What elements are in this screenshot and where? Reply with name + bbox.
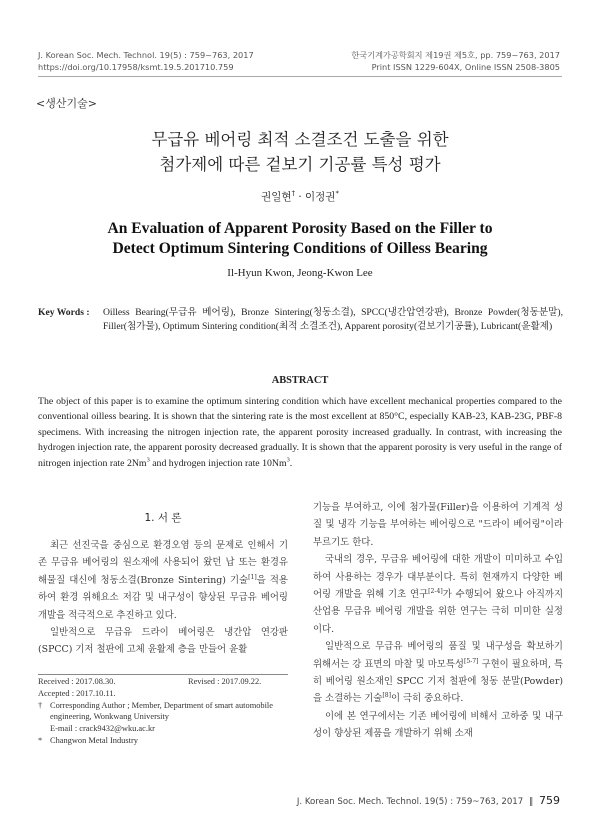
intro-p1-text-b: 을 적용하여 환경 위해요소 저감 및 내구성이 향상된 무급유 베어링 개발을 적극적으로 추진하고 있다. (38, 574, 288, 621)
corresponding-footnote-mark: † (38, 701, 43, 710)
revised-date: Revised : 2017.09.22. (188, 677, 262, 686)
intro-p4-text-b: 구현이 필요하며, 특히 베어링 원소재인 SPCC 기저 철판에 청동 분말(Powder)을 소결하는 기술 (313, 658, 563, 705)
title-english-line2: Detect Optimum Sintering Conditions of Oilless Bearing (112, 240, 488, 257)
footer-separator: ‖ (528, 797, 534, 807)
accepted-date: Accepted : 2017.10.11. (38, 689, 116, 698)
abstract-text-2: and hydrogen injection rate 10Nm (149, 457, 287, 469)
abstract-heading: ABSTRACT (271, 375, 329, 386)
intro-paragraph-2: 일반적으로 무급유 드라이 베어링은 냉간압 연강판(SPCC) 기저 철판에 고체 윤활제 층을 만들어 윤활 (38, 627, 288, 656)
authors-korean (0, 189, 600, 204)
page-number: 759 (539, 794, 560, 807)
affiliation-footnote-mark: * (38, 736, 43, 745)
doi-link[interactable]: https://doi.org/10.17958/ksmt.19.5.201710.759 (38, 62, 234, 72)
issn-info: Print ISSN 1229-604X, Online ISSN 2508-3805 (371, 62, 560, 72)
intro-paragraph-5: 이에 본 연구에서는 기존 베어링에 비해서 고하중 및 내구성이 향상된 제품을 개발하기 위해 소재 (313, 710, 563, 740)
unit-superscript-1: 3 (146, 456, 150, 464)
intro-p3-text-b: 가 수행되어 왔으나 아직까지 산업용 무급유 베어링 개발을 위한 연구는 극히 미미한 실정이다. (313, 589, 563, 635)
corresponding-author-note: Corresponding Author ; Member, Department of smart automobile engineering, Wonkwang University (50, 701, 273, 722)
right-column (313, 499, 563, 743)
title-korean-line2: 첨가제에 따른 겉보기 기공률 특성 평가 (159, 155, 441, 174)
corresponding-email[interactable]: E-mail : crack9432@wku.ac.kr (50, 724, 155, 733)
citation-5-7: [5-7] (463, 657, 479, 665)
footnote-rule (38, 674, 288, 675)
header-rule (38, 76, 562, 77)
category-label: <생산기술> (36, 97, 97, 110)
intro-paragraph-1 (38, 537, 288, 624)
author-name-1: 권일현 (261, 191, 292, 203)
title-korean-line1: 무급유 베어링 최적 소결조건 도출을 위한 (151, 130, 449, 149)
citation-2-4: [2-4] (428, 587, 443, 595)
intro-p4-text-a: 일반적으로 무급유 베어링의 품질 및 내구성을 확보하기 위해서는 강 표면의 마찰 및 마모특성 (313, 641, 563, 670)
corresponding-mark: † (291, 189, 295, 198)
citation-8: [8] (382, 692, 391, 700)
received-date: Received : 2017.08.30. (38, 677, 116, 686)
title-english-line1: An Evaluation of Apparent Porosity Based on the Filler to (107, 220, 493, 237)
abstract-text-3: . (289, 457, 293, 469)
affiliation-mark: * (335, 189, 339, 198)
intro-p1-text-a: 최근 선진국을 중심으로 환경오염 등의 문제로 인해서 기존 무급유 베어링의 원소재에 사용되어 왔던 납 또는 환경유해물질 대신에 청동소결(Bronze Sintering) 기술 (38, 540, 288, 586)
author-name-2: 이정권 (305, 191, 336, 203)
footer-citation: J. Korean Soc. Mech. Technol. 19(5) : 759~763, 2017 (296, 797, 524, 807)
keywords-list: Oilless Bearing(무급유 베어링), Bronze Sintering(청동소결), SPCC(냉간압연강판), Bronze Powder(청동분말), Filler(첨가물), Optimum Sintering condition(최적 소결조건), Apparent porosity(겉보기기공률), Lubricant(윤활제) (103, 307, 563, 332)
intro-paragraph-4 (313, 638, 563, 708)
intro-p4-text-c: 이 극히 중요하다. (391, 693, 464, 705)
affiliation-note: Changwon Metal Industry (50, 736, 138, 745)
unit-superscript-2: 3 (286, 456, 290, 464)
journal-citation-korean: 한국기계가공학회지 제19권 제5호, pp. 759~763, 2017 (351, 50, 560, 60)
intro-paragraph-2-continued: 기능을 부여하고, 이에 첨가물(Filler)을 이용하여 기계적 성질 및 냉각 기능을 부여하는 베어링으로 "드라이 베어링"이라 부르기도 한다. (313, 502, 563, 548)
intro-paragraph-3 (313, 551, 563, 638)
author-separator: · (294, 191, 305, 203)
section-heading-introduction: 1. 서 론 (144, 512, 182, 524)
keywords-label: Key Words : (38, 307, 90, 318)
abstract-body (38, 394, 562, 471)
abstract-text-1: The object of this paper is to examine the optimum sintering condition which have excellent mechanical properties compared to the conventional oilless bearing. It is shown that the sintering rate is the most excellent at 850°C, especially KAB-23, KAB-23G, PBF-8 specimens. With increasing the nitrogen injection rate, the apparent porosity increased gradually. In contrast, with increasing the hydrogen injection rate, the apparent porosity decreased gradually. It is shown that the apparent porosity is very useful in the range of nitrogen injection rate 2Nm (38, 396, 562, 469)
authors-english: Il-Hyun Kwon, Jeong-Kwon Lee (227, 267, 373, 279)
left-column (38, 537, 288, 659)
journal-citation: J. Korean Soc. Mech. Technol. 19(5) : 759~763, 2017 (38, 50, 254, 60)
page-footer (297, 794, 560, 807)
intro-p3-text-a: 국내의 경우, 무급유 베어링에 대한 개발이 미미하고 수입하여 사용하는 경우가 대부분이다. 특히 현재까지 다양한 베어링 개발을 위해 기초 연구 (313, 554, 563, 601)
citation-1: [1] (248, 573, 257, 581)
